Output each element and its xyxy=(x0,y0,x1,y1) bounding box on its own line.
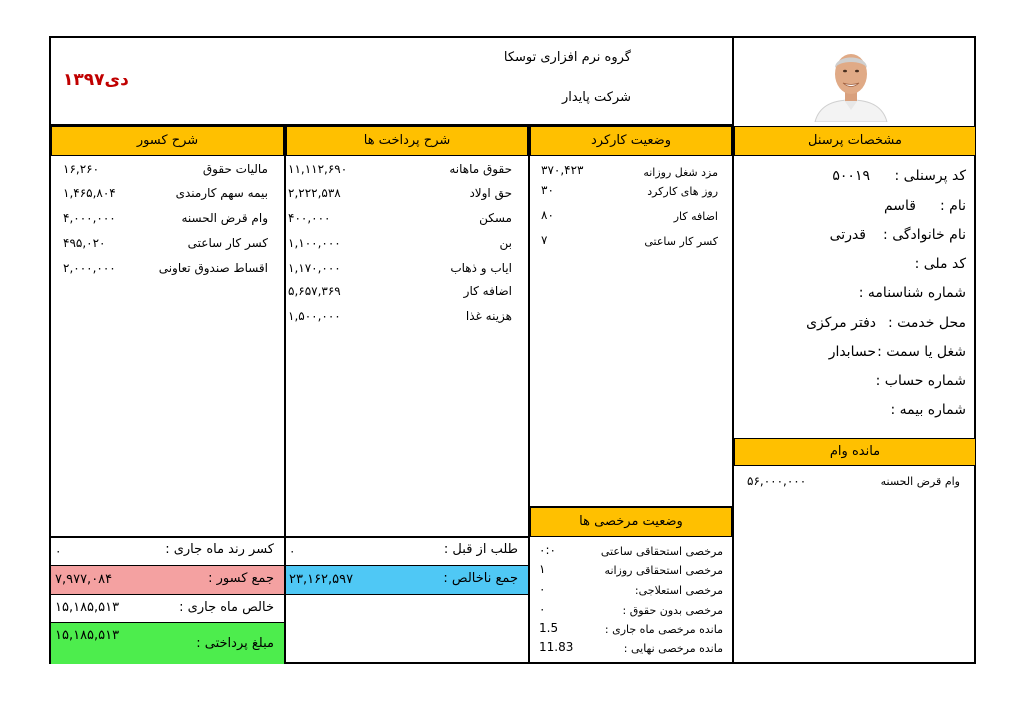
payments-header: شرح پرداخت ها xyxy=(286,126,528,156)
month-leave-balance-value: 1.5 xyxy=(539,621,559,635)
hourly-work-deduction-label: کسر کار ساعتی xyxy=(187,236,268,250)
birth-cert-label: شماره شناسنامه : xyxy=(858,285,966,301)
housing-label: مسکن xyxy=(479,211,512,225)
company-name: شرکت پایدار xyxy=(561,90,631,105)
net-month-value: ۱۵,۱۸۵,۵۱۳ xyxy=(55,600,120,615)
overtime-label: اضافه کار xyxy=(673,210,718,223)
child-allowance-value: ۲,۲۲۲,۵۳۸ xyxy=(288,186,341,200)
net-month-label: خالص ماه جاری : xyxy=(179,600,274,615)
personnel-code-label: کد پرسنلی : xyxy=(894,168,966,184)
sick-leave-label: مرخصی استعلاجی: xyxy=(634,584,723,597)
hourly-deduction-label: کسر کار ساعتی xyxy=(644,235,718,248)
work-days-label: روز های کارکرد xyxy=(647,185,718,198)
sick-leave-value: ۰ xyxy=(539,582,546,596)
attendance-header: وضعیت کارکرد xyxy=(530,126,732,156)
rounding-value: ۰ xyxy=(55,544,62,558)
commute-label: ایاب و ذهاب xyxy=(450,261,512,275)
prior-credit-label: طلب از قبل : xyxy=(443,542,518,557)
overtime-pay-label: اضافه کار xyxy=(463,284,512,298)
salary-tax-value: ۱۶,۲۶۰ xyxy=(63,162,100,176)
loan-installment-value: ۴,۰۰۰,۰۰۰ xyxy=(63,211,116,225)
meal-cost-label: هزینه غذا xyxy=(465,309,512,323)
monthly-salary-label: حقوق ماهانه xyxy=(449,162,512,176)
child-allowance-label: حق اولاد xyxy=(469,186,512,200)
daily-leave-value: ۱ xyxy=(539,562,546,576)
bon-value: ۱,۱۰۰,۰۰۰ xyxy=(288,236,341,250)
company-group: گروه نرم افزاری توسکا xyxy=(503,50,631,65)
gross-total-label: جمع ناخالص : xyxy=(443,571,518,586)
deductions-header: شرح کسور xyxy=(51,126,284,156)
last-name-label: نام خانوادگی : xyxy=(883,227,966,243)
unpaid-leave-label: مرخصی بدون حقوق : xyxy=(622,604,723,617)
final-leave-balance-value: 11.83 xyxy=(539,640,574,654)
hourly-leave-value: ۰:۰ xyxy=(539,543,556,557)
workplace-label: محل خدمت : xyxy=(887,315,966,331)
month-leave-balance-label: مانده مرخصی ماه جاری : xyxy=(604,623,723,636)
account-number-label: شماره حساب : xyxy=(875,373,966,389)
coop-fund-value: ۲,۰۰۰,۰۰۰ xyxy=(63,261,116,275)
loan-balance-label: وام قرض الحسنه xyxy=(880,475,960,488)
last-name-value: قدرتی xyxy=(829,227,866,243)
salary-tax-label: مالیات حقوق xyxy=(202,162,268,176)
payable-value: ۱۵,۱۸۵,۵۱۳ xyxy=(55,628,120,643)
bon-label: بن xyxy=(499,236,512,250)
summary-line-2 xyxy=(51,594,284,595)
total-deductions-value: ۷,۹۷۷,۰۸۴ xyxy=(55,572,113,587)
personnel-code-value: ۵۰۰۱۹ xyxy=(832,168,870,184)
leave-header: وضعیت مرخصی ها xyxy=(530,507,732,537)
daily-wage-value: ۳۷۰,۴۲۳ xyxy=(541,163,584,177)
commute-value: ۱,۱۷۰,۰۰۰ xyxy=(288,261,341,275)
monthly-salary-value: ۱۱,۱۱۲,۶۹۰ xyxy=(288,162,348,176)
meal-cost-value: ۱,۵۰۰,۰۰۰ xyxy=(288,309,341,323)
first-name-label: نام : xyxy=(940,198,966,214)
final-leave-balance-label: مانده مرخصی نهایی : xyxy=(623,642,723,655)
insurance-share-label: بیمه سهم کارمندی xyxy=(175,186,268,200)
gross-total-value: ۲۳,۱۶۲,۵۹۷ xyxy=(289,572,354,587)
loan-installment-label: وام قرض الحسنه xyxy=(181,211,268,225)
insurance-share-value: ۱,۴۶۵,۸۰۴ xyxy=(63,186,116,200)
daily-leave-label: مرخصی استحقاقی روزانه xyxy=(604,564,723,577)
hourly-work-deduction-value: ۴۹۵,۰۲۰ xyxy=(63,236,106,250)
rounding-label: کسر رند ماه جاری : xyxy=(165,542,274,557)
hourly-leave-label: مرخصی استحقاقی ساعتی xyxy=(600,545,723,558)
payslip xyxy=(49,36,976,664)
overtime-value: ۸۰ xyxy=(541,208,554,222)
prior-credit-value: ۰ xyxy=(289,544,296,558)
workplace-value: دفتر مرکزی xyxy=(806,315,876,331)
loan-balance-value: ۵۶,۰۰۰,۰۰۰ xyxy=(747,474,807,488)
total-deductions-label: جمع کسور : xyxy=(208,571,274,586)
work-days-value: ۳۰ xyxy=(541,183,554,197)
leave-top-line xyxy=(530,506,732,508)
coop-fund-label: اقساط صندوق تعاونی xyxy=(158,261,268,275)
daily-wage-label: مزد شغل روزانه xyxy=(643,166,718,179)
hourly-deduction-value: ۷ xyxy=(541,233,548,247)
unpaid-leave-value: ۰ xyxy=(539,602,546,616)
personnel-header: مشخصات پرسنل xyxy=(734,126,976,156)
job-title-label: شغل یا سمت : xyxy=(877,344,966,360)
payable-label: مبلغ پرداختی : xyxy=(196,636,274,651)
first-name-value: قاسم xyxy=(883,198,916,214)
pay-period: دی۱۳۹۷ xyxy=(63,70,129,90)
national-id-label: کد ملی : xyxy=(914,256,966,272)
divider-attendance xyxy=(528,124,530,664)
summary-top-line xyxy=(51,536,528,538)
loan-balance-header: مانده وام xyxy=(734,438,976,466)
summary-line-4 xyxy=(285,594,528,595)
housing-value: ۴۰۰,۰۰۰ xyxy=(288,211,331,225)
job-title-value: حسابدار xyxy=(828,344,876,360)
employee-photo xyxy=(811,44,891,122)
overtime-pay-value: ۵,۶۵۷,۳۶۹ xyxy=(288,284,341,298)
insurance-number-label: شماره بیمه : xyxy=(890,402,966,418)
